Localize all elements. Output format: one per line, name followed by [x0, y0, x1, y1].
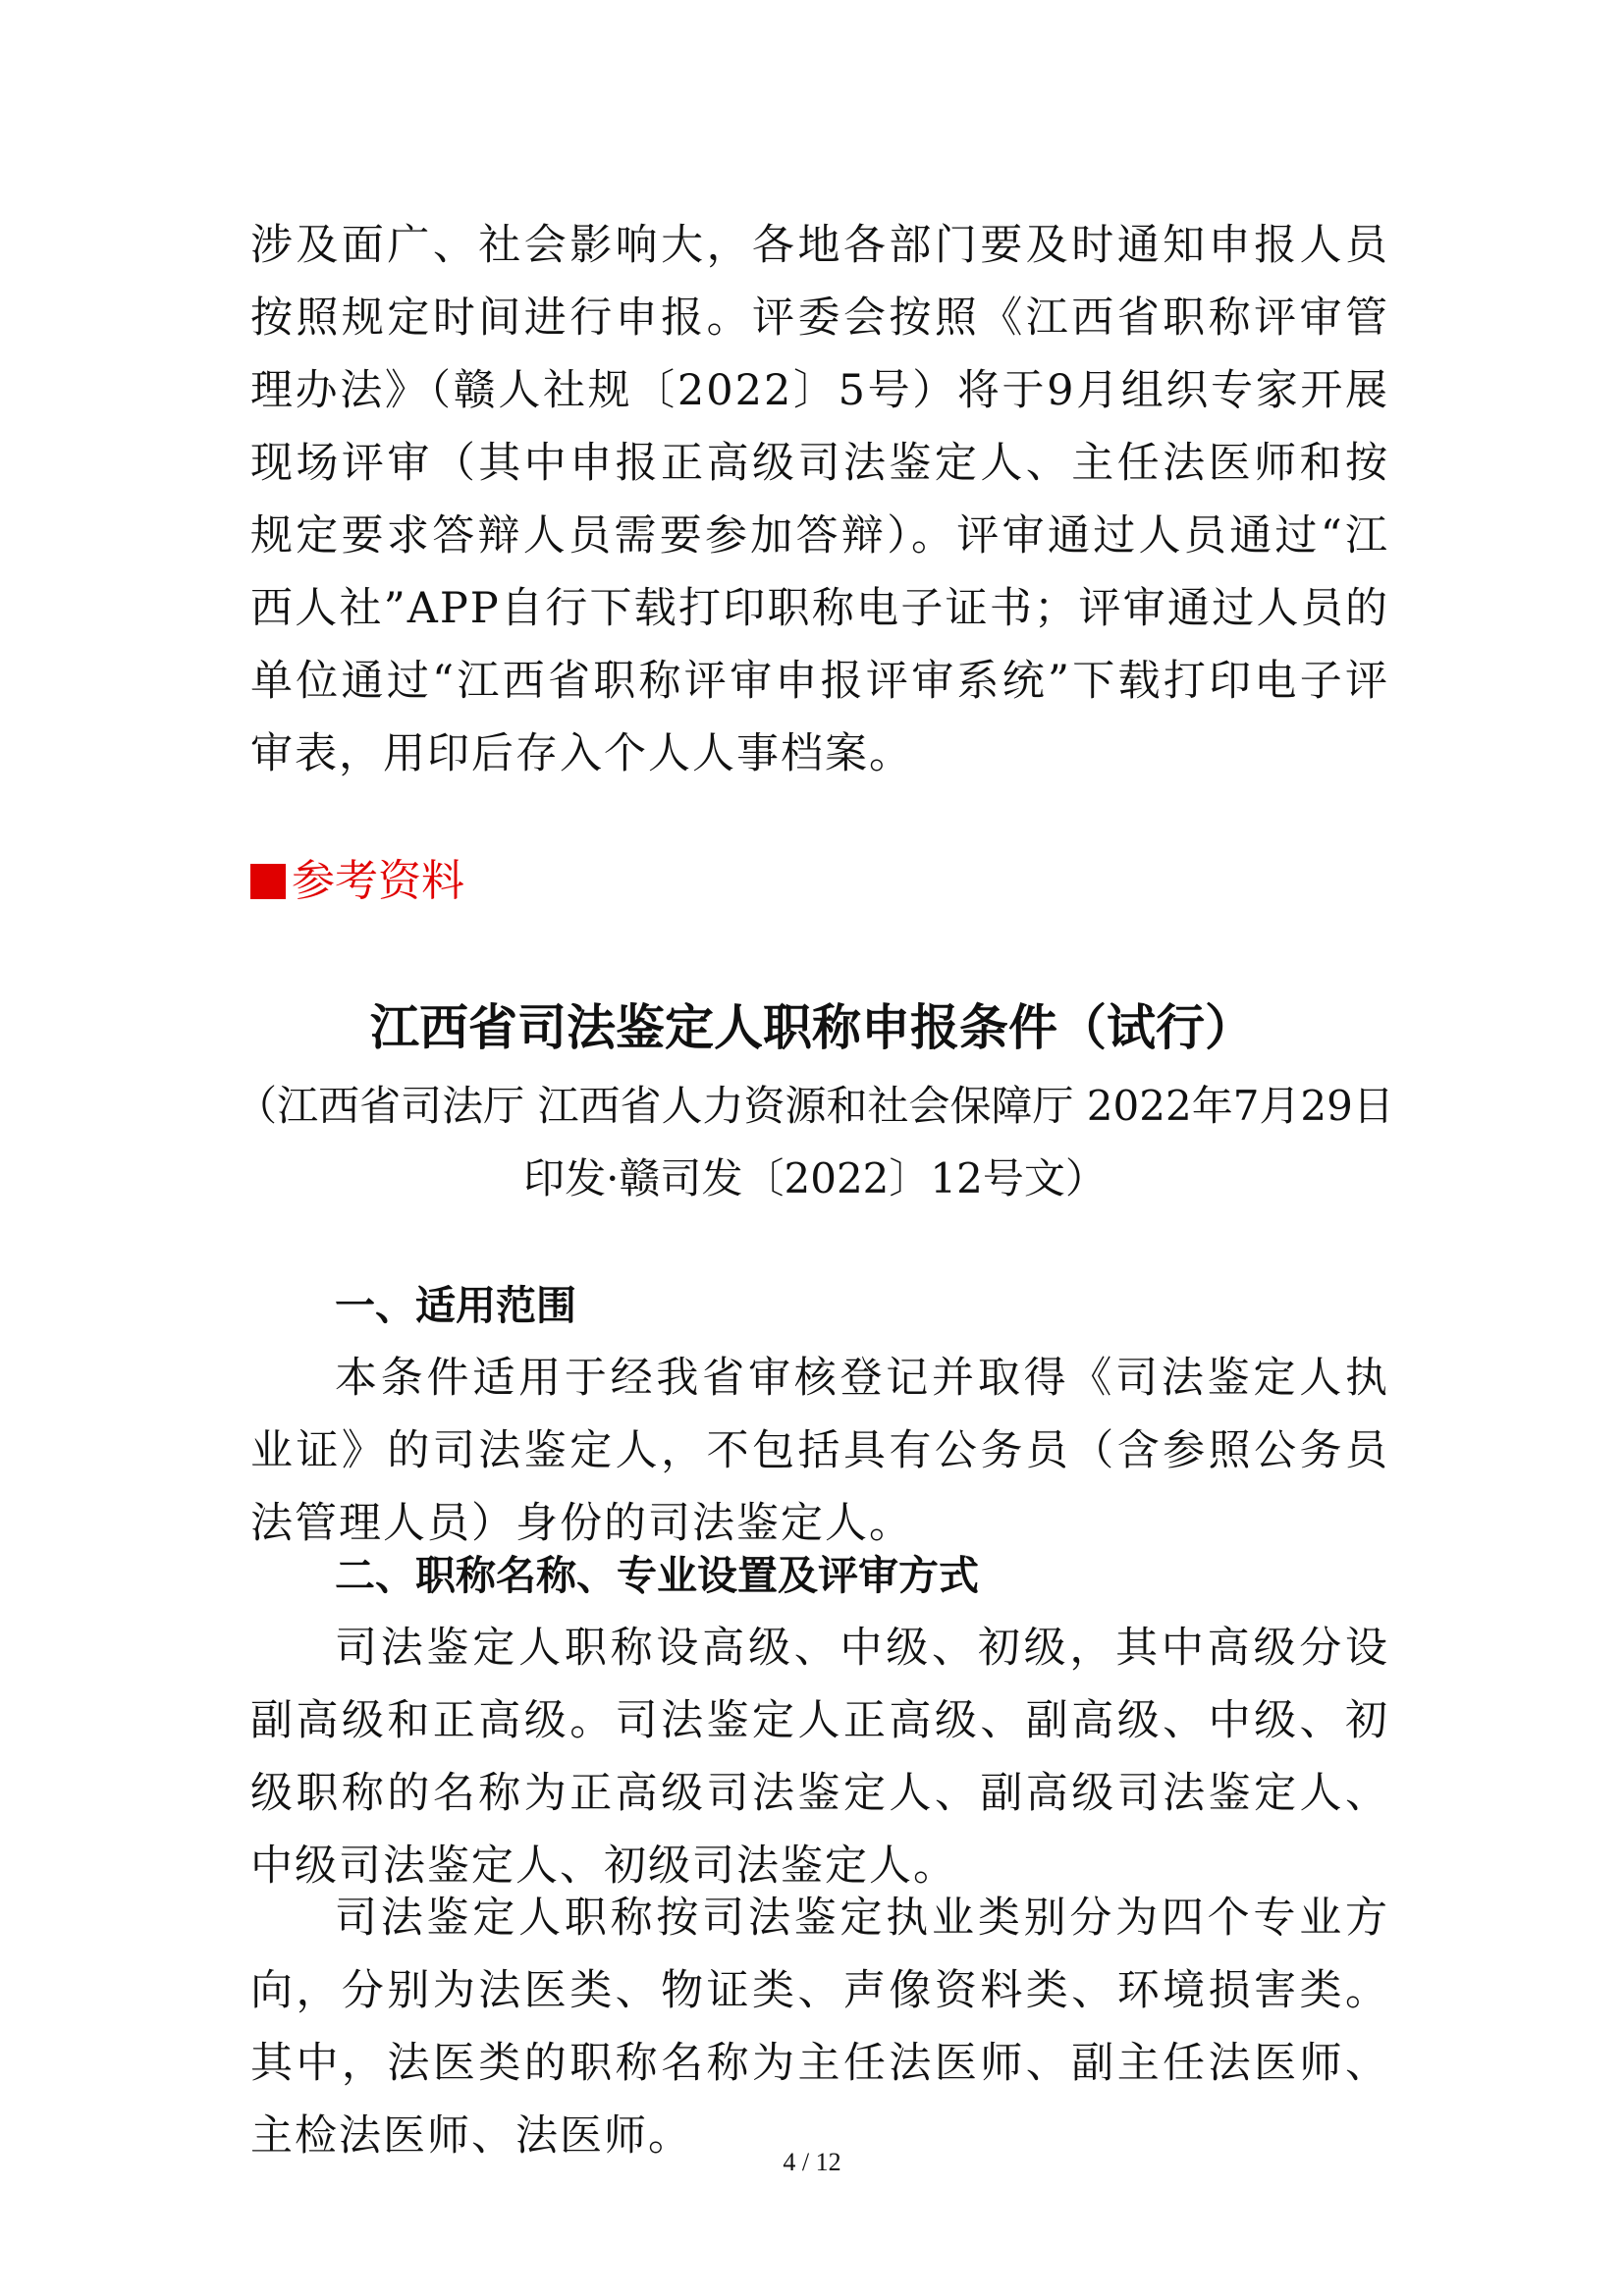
paragraph-scope: 本条件适用于经我省审核登记并取得《司法鉴定人执业证》的司法鉴定人，不包括具有公务员（含参照公务员法管理人员）身份的司法鉴定人。	[250, 1354, 1389, 1548]
intro-paragraph: 涉及面广、社会影响大，各地各部门要及时通知申报人员按照规定时间进行申报。评委会按照《江西省职称评审管理办法》（赣人社规〔2022〕5号）将于9月组织专家开展现场评审（其中申报正高级司法鉴定人、主任法医师和按规定要求答辩人员需要参加答辩）。评审通过人员通过“江西人社”APP自行下载打印职称电子证书；评审通过人员的单位通过“江西省职称评审申报评审系统”下载打印电子评审表，用印后存入个人人事档案。	[250, 221, 1389, 778]
heading-titles: 二、职称名称、专业设置及评审方式	[335, 1552, 979, 1599]
paragraph-specialties: 司法鉴定人职称按司法鉴定执业类别分为四个专业方向，分别为法医类、物证类、声像资料类、环境损害类。其中，法医类的职称名称为主任法医师、副主任法医师、主检法医师、法医师。	[250, 1894, 1389, 2161]
section-header	[250, 852, 464, 911]
section-label: 参考资料	[292, 856, 464, 906]
document-subtitle: （江西省司法厅 江西省人力资源和社会保障厅 2022年7月29日印发·赣司发〔2022〕12号文）	[236, 1082, 1394, 1202]
document-title: 江西省司法鉴定人职称申报条件（试行）	[370, 999, 1254, 1056]
red-square-icon	[250, 864, 286, 899]
page-number: 4 / 12	[783, 2148, 841, 2176]
heading-scope: 一、适用范围	[335, 1282, 576, 1329]
paragraph-titles: 司法鉴定人职称设高级、中级、初级，其中高级分设副高级和正高级。司法鉴定人正高级、副高级、中级、初级职称的名称为正高级司法鉴定人、副高级司法鉴定人、中级司法鉴定人、初级司法鉴定人。	[250, 1624, 1389, 1891]
